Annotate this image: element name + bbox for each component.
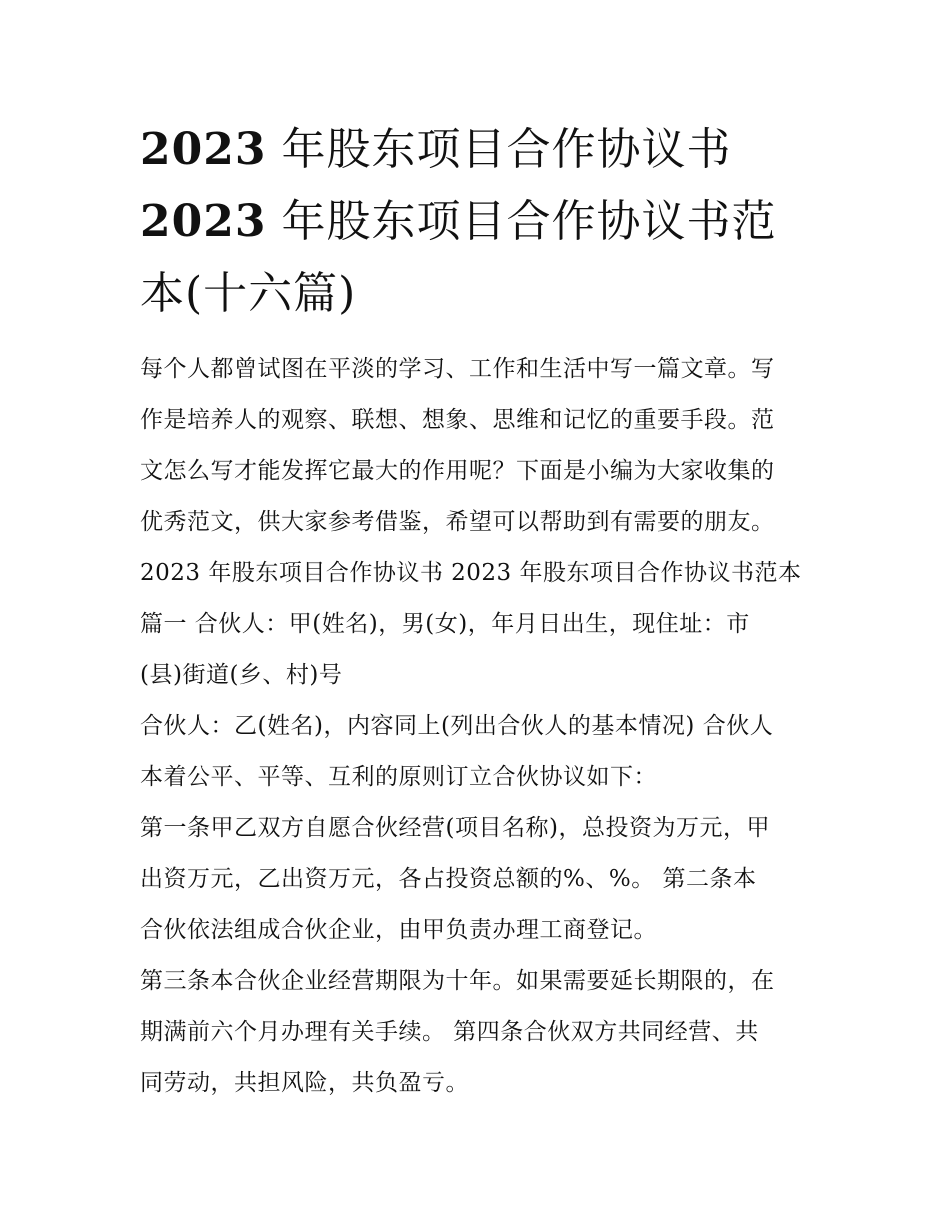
- title-year: 2023: [140, 124, 267, 175]
- paragraph-intro: [140, 344, 820, 548]
- text-line: 同劳动，共担风险，共负盈亏。: [140, 1070, 469, 1096]
- text-line: 本着公平、平等、互利的原则订立合伙协议如下：: [140, 764, 657, 790]
- text-line: 第三条本合伙企业经营期限为十年。如果需要延长期限的，在: [140, 968, 775, 994]
- text-line: 出资万元，乙出资万元，各占投资总额的%、%。 第二条本: [140, 866, 757, 892]
- text-line: 2023 年股东项目合作协议书 2023 年股东项目合作协议书范本: [140, 560, 802, 586]
- text-line: 期满前六个月办理有关手续。 第四条合伙双方共同经营、共: [140, 1019, 759, 1045]
- title-line-2: [140, 186, 820, 258]
- title-year: 2023: [140, 196, 267, 247]
- paragraph-partner-b: [140, 701, 820, 803]
- text-line: 优秀范文，供大家参考借鉴，希望可以帮助到有需要的朋友。: [140, 509, 775, 535]
- text-line: 作是培养人的观察、联想、想象、思维和记忆的重要手段。范: [140, 407, 775, 433]
- title-text: 年股东项目合作协议书: [266, 124, 732, 175]
- title-line-3: 本(十六篇): [140, 268, 357, 319]
- document-page: [140, 114, 820, 1109]
- text-line: 合伙人：乙(姓名)，内容同上(列出合伙人的基本情况) 合伙人: [140, 713, 774, 739]
- text-line: 篇一 合伙人：甲(姓名)，男(女)，年月日出生，现住址：市: [140, 611, 750, 637]
- title-text: 年股东项目合作协议书范: [266, 196, 777, 247]
- paragraph-partner-a: [140, 548, 820, 701]
- text-line: 第一条甲乙双方自愿合伙经营(项目名称)，总投资为万元，甲: [140, 815, 770, 841]
- paragraph-article-1: [140, 803, 820, 956]
- text-line: 合伙依法组成合伙企业，由甲负责办理工商登记。: [140, 917, 657, 943]
- document-title: [140, 114, 820, 330]
- text-line: 文怎么写才能发挥它最大的作用呢？下面是小编为大家收集的: [140, 458, 775, 484]
- text-line: (县)街道(乡、村)号: [140, 662, 343, 688]
- title-line-1: [140, 114, 820, 186]
- text-line: 每个人都曾试图在平淡的学习、工作和生活中写一篇文章。写: [140, 356, 775, 382]
- paragraph-article-3: [140, 956, 820, 1109]
